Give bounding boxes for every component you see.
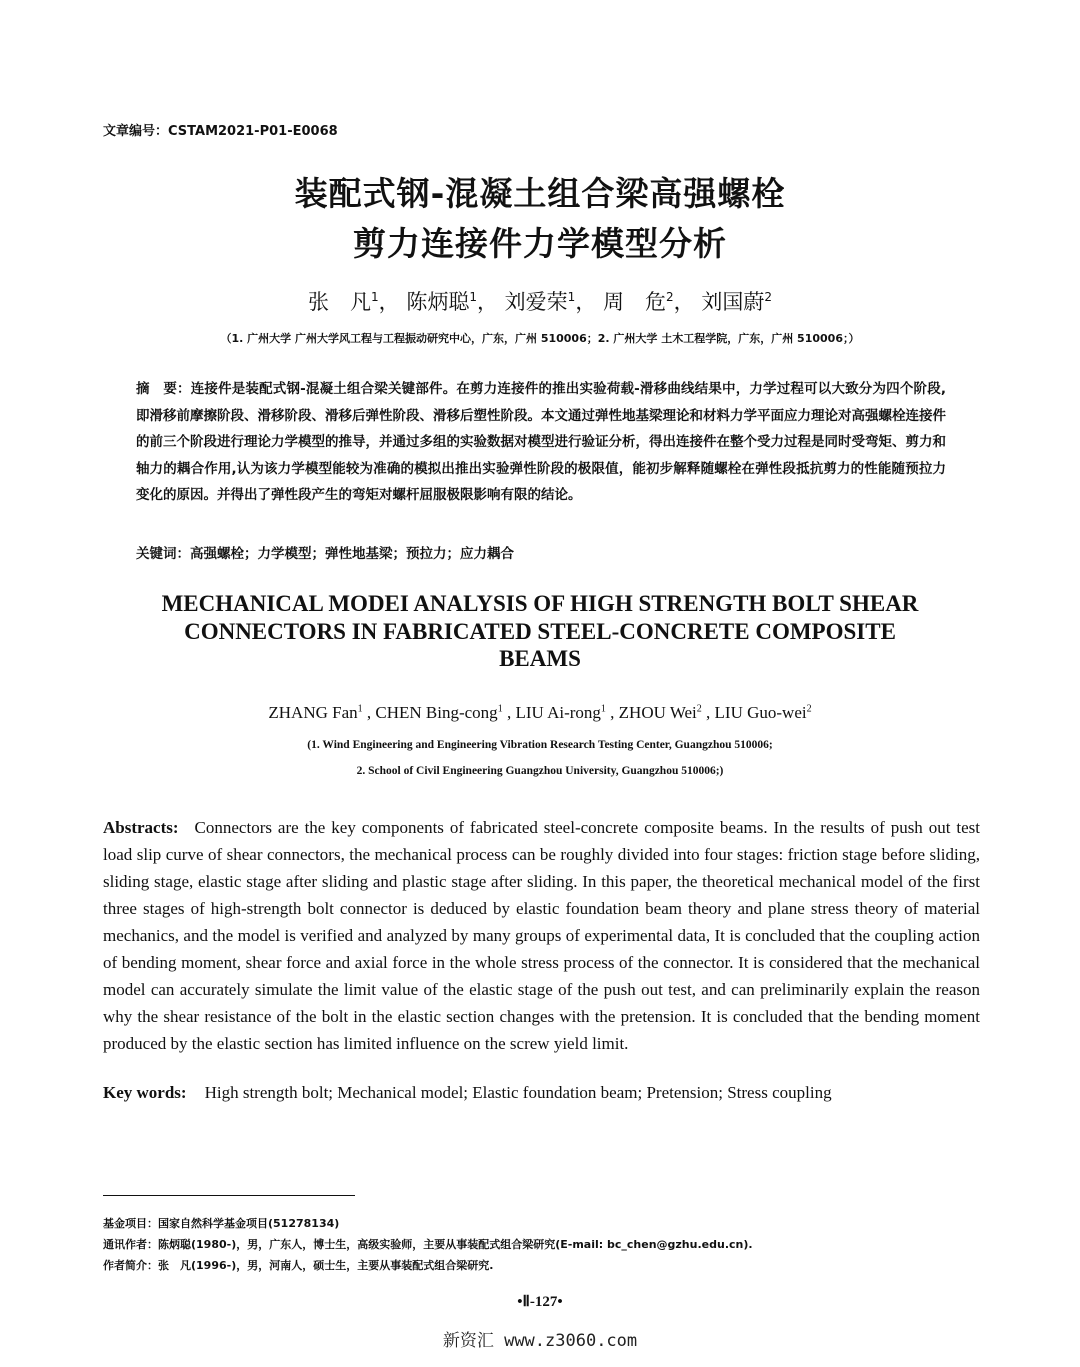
author-cn-name: 张 凡 (308, 290, 372, 314)
authors-cn (0, 286, 1080, 316)
keywords-en (103, 1083, 832, 1103)
abstract-en-text: Connectors are the key components of fabricated steel-concrete composite beams. In the results of push out test load slip curve of shear connectors, the mechanical process can be roughly divided into four stages: friction stage before sliding, sliding stage, elastic stage after sliding and plastic stage after sliding. In this paper, the theoretical mechanical model of the first three stages of high-strength bolt connector is deduced by elastic foundation beam theory and plane stress theory of material mechanics, and the model is verified and analyzed by many groups of experimental data, It is concluded that the coupling action of bending moment, shear force and axial force in the whole stress process of the connector. It is considered that the mechanical model can accurately simulate the limit value of the elastic stage of the push out test, and can preliminarily explain the reason why the shear resistance of the bolt in the elastic section changes with the pretension. It is concluded that the bending moment produced by the elastic section has limited influence on the screw yield limit. (103, 818, 980, 1053)
keywords-en-text: High strength bolt; Mechanical model; Elastic foundation beam; Pretension; Stress coupling (204, 1083, 832, 1102)
keywords-cn (136, 542, 514, 562)
author-en-sup: 1 (357, 703, 363, 715)
affiliation-cn: （1. 广州大学 广州大学风工程与工程振动研究中心，广东，广州 510006；2. 广州大学 土木工程学院，广东，广州 510006；） (220, 332, 860, 345)
footnote-author-intro: 作者简介：张 凡(1996-)，男，河南人，硕士生，主要从事装配式组合梁研究. (103, 1259, 494, 1272)
abstract-en-label: Abstracts: (103, 818, 179, 837)
author-cn-name: 陈炳聪 (406, 290, 470, 314)
author-en-name: ZHANG Fan (268, 703, 358, 722)
author-en-name: LIU Guo-wei (714, 703, 807, 722)
page-number: •Ⅱ-127• (517, 1294, 563, 1310)
author-en-sep: , (605, 703, 619, 722)
author-en-name: CHEN Bing-cong (375, 703, 498, 722)
author-en-name: ZHOU Wei (618, 703, 697, 722)
abstract-cn-label: 摘 要： (136, 381, 191, 397)
author-cn-sep: ， (378, 290, 400, 314)
author-en-sep: , (701, 703, 715, 722)
title-en-line3: BEAMS (499, 646, 581, 671)
abstract-cn (136, 376, 946, 509)
author-cn-sup: 2 (764, 290, 772, 304)
author-cn-sup: 1 (371, 290, 379, 304)
author-cn-sup: 2 (666, 290, 674, 304)
author-cn-name: 周 危 (603, 290, 666, 314)
abstract-en (103, 814, 980, 1057)
author-cn-name: 刘国蔚 (701, 290, 765, 314)
keywords-cn-text: 高强螺栓；力学模型；弹性地基梁；预拉力；应力耦合 (190, 546, 514, 562)
author-en-name: LIU Ai-rong (515, 703, 601, 722)
author-cn-sup: 1 (567, 290, 576, 304)
abstract-cn-text: 连接件是装配式钢-混凝土组合梁关键部件。在剪力连接件的推出实验荷载-滑移曲线结果中，力学过程可以大致分为四个阶段,即滑移前摩擦阶段、滑移阶段、滑移后弹性阶段、滑移后塑性阶段。本文通过弹性地基梁理论和材料力学平面应力理论对高强螺栓连接件的前三个阶段进行理论力学模型的推导，并通过多组的实验数据对模型进行验证分析，得出连接件在整个受力过程是同时受弯矩、剪力和轴力的耦合作用,认为该力学模型能较为准确的模拟出推出实验弹性阶段的极限值，能初步解释随螺栓在弹性段抵抗剪力的性能随预拉力变化的原因。并得出了弹性段产生的弯矩对螺杆屈服极限影响有限的结论。 (136, 381, 946, 503)
footnote-divider (103, 1195, 355, 1196)
watermark: 新资汇 www.z3060.com (442, 1331, 638, 1351)
author-cn-sep: ， (575, 290, 597, 314)
title-en-line2: CONNECTORS IN FABRICATED STEEL-CONCRETE COMPOSITE (184, 618, 896, 644)
author-en-sep: , (502, 703, 516, 722)
author-cn-name: 刘爱荣 (504, 290, 568, 314)
author-en-sup: 2 (806, 703, 812, 715)
article-number: 文章编号：CSTAM2021-P01-E0068 (103, 124, 338, 139)
footnote-corresponding: 通讯作者：陈炳聪(1980-)，男，广东人，博士生，高级实验师，主要从事装配式组合梁研究(E-mail: bc_chen@gzhu.edu.cn). (103, 1238, 753, 1251)
title-cn-line2: 剪力连接件力学模型分析 (353, 224, 727, 263)
affiliation-en-line2: 2. School of Civil Engineering Guangzhou University, Guangzhou 510006;) (356, 765, 724, 777)
author-cn-sup: 1 (469, 290, 477, 304)
author-en-sup: 1 (600, 703, 606, 715)
title-en (0, 590, 1080, 673)
keywords-cn-label: 关键词： (136, 546, 190, 562)
title-en-line1: MECHANICAL MODEI ANALYSIS OF HIGH STRENGTH BOLT SHEAR (161, 591, 919, 616)
keywords-en-label: Key words: (103, 1083, 187, 1102)
affiliation-en-line1: (1. Wind Engineering and Engineering Vibration Research Testing Center, Guangzhou 510006; (307, 739, 773, 751)
author-cn-sep: ， (673, 290, 695, 314)
author-cn-sep: ， (476, 290, 498, 314)
author-en-sup: 1 (497, 703, 503, 715)
footnote-fund: 基金项目：国家自然科学基金项目(51278134) (103, 1217, 340, 1230)
authors-en (0, 703, 1080, 723)
author-en-sep: , (362, 703, 376, 722)
title-cn-line1: 装配式钢-混凝土组合梁高强螺栓 (294, 174, 786, 213)
author-en-sup: 2 (696, 703, 702, 715)
